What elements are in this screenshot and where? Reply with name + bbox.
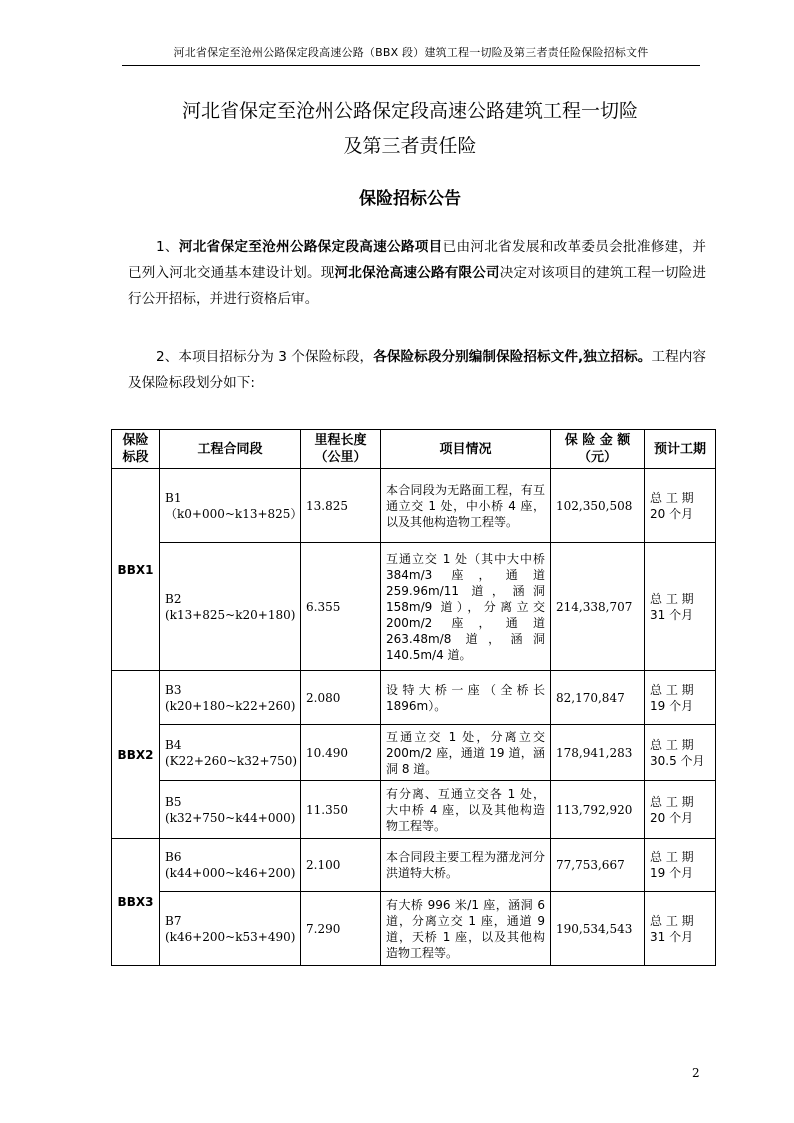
amount-cell: 190,534,543 [551, 892, 645, 966]
duration-cell: 总 工 期 19 个月 [645, 671, 716, 725]
contract-cell [160, 892, 301, 966]
page-number: 2 [692, 1066, 700, 1080]
description-cell: 有分离、互通立交各 1 处，大中桥 4 座，以及其他构造物工程等。 [381, 781, 551, 839]
header-length: 里程长度（公里） [301, 430, 381, 469]
duration-cell: 总 工 期 30.5 个月 [645, 725, 716, 781]
p2-text1: 2、本项目招标分为 3 个保险标段， [156, 349, 374, 365]
amount-cell: 102,350,508 [551, 469, 645, 543]
contract-cell [160, 543, 301, 671]
table-row [112, 781, 716, 839]
contract-range: (k13+825~k20+180) [165, 607, 296, 622]
contract-range: (k20+180~k22+260) [165, 698, 296, 713]
amount-cell: 113,792,920 [551, 781, 645, 839]
table-header-row [112, 430, 716, 469]
duration-cell: 总 工 期 31 个月 [645, 543, 716, 671]
duration-cell: 总 工 期 20 个月 [645, 781, 716, 839]
p2-text2: 工程内容及保险标段划分如下: [128, 349, 706, 391]
contract-id: B1 [165, 490, 182, 505]
length-cell: 13.825 [301, 469, 381, 543]
contract-range: (K22+260~k32+750) [165, 753, 298, 768]
p1-company-name: 河北保沧高速公路有限公司 [334, 265, 500, 281]
description-cell: 互通立交 1 处，分离立交 200m/2 座，通道 19 道，涵洞 8 道。 [381, 725, 551, 781]
contract-id: B3 [165, 682, 182, 697]
length-cell: 2.080 [301, 671, 381, 725]
section-cell: BBX3 [112, 839, 160, 966]
paragraph-1 [128, 234, 706, 312]
duration-cell: 总 工 期 31 个月 [645, 892, 716, 966]
contract-id: B5 [165, 794, 182, 809]
table-row [112, 892, 716, 966]
p1-project-name: 河北省保定至沧州公路保定段高速公路项目 [178, 239, 443, 255]
header-contract: 工程合同段 [160, 430, 301, 469]
table-row [112, 839, 716, 892]
section-cell: BBX2 [112, 671, 160, 839]
contract-cell [160, 671, 301, 725]
amount-cell: 77,753,667 [551, 839, 645, 892]
header-rule [122, 65, 700, 66]
contract-range: (k32+750~k44+000) [165, 810, 296, 825]
contract-cell [160, 781, 301, 839]
contract-cell [160, 725, 301, 781]
document-subtitle: 保险招标公告 [359, 189, 461, 209]
description-cell: 互通立交 1 处（其中大中桥 384m/3 座，通道 259.96m/11 道，涵洞 158m/9 道），分离立交 200m/2 座，通道 263.48m/8 道，涵洞 140.5m/4 道。 [381, 543, 551, 671]
amount-cell: 214,338,707 [551, 543, 645, 671]
table-row [112, 543, 716, 671]
length-cell: 2.100 [301, 839, 381, 892]
p1-prefix: 1、 [156, 239, 179, 255]
duration-cell: 总 工 期 20 个月 [645, 469, 716, 543]
description-cell: 本合同段为无路面工程，有互通立交 1 处，中小桥 4 座，以及其他构造物工程等。 [381, 469, 551, 543]
paragraph-2 [128, 344, 706, 396]
amount-cell: 178,941,283 [551, 725, 645, 781]
contract-id: B4 [165, 737, 182, 752]
description-cell: 设特大桥一座（全桥长 1896m）。 [381, 671, 551, 725]
table-row [112, 725, 716, 781]
description-cell: 有大桥 996 米/1 座，涵洞 6 道，分离立交 1 座，通道 9 道，天桥 1 座，以及其他构造物工程等。 [381, 892, 551, 966]
length-cell: 11.350 [301, 781, 381, 839]
contract-cell [160, 839, 301, 892]
section-cell: BBX1 [112, 469, 160, 671]
duration-cell: 总 工 期 19 个月 [645, 839, 716, 892]
contract-range: (k46+200~k53+490) [165, 929, 296, 944]
header-description: 项目情况 [381, 430, 551, 469]
length-cell: 10.490 [301, 725, 381, 781]
running-header: 河北省保定至沧州公路保定段高速公路（BBX 段）建筑工程一切险及第三者责任险保险招标文件 [173, 46, 649, 59]
bid-section-table [111, 429, 716, 966]
amount-cell: 82,170,847 [551, 671, 645, 725]
p1-text2: 决定对该项目的建筑工程一切险进行公开招标，并进行资格后审。 [128, 265, 707, 307]
contract-range: （k0+000~k13+825） [165, 506, 303, 521]
header-duration: 预计工期 [645, 430, 716, 469]
p1-text1: 已由河北省发展和改革委员会批准修建，并已列入河北交通基本建设计划。现 [128, 239, 707, 281]
header-section: 保险标段 [112, 430, 160, 469]
p2-bold: 各保险标段分别编制保险招标文件,独立招标。 [373, 349, 652, 365]
contract-id: B2 [165, 591, 182, 606]
description-cell: 本合同段主要工程为潴龙河分洪道特大桥。 [381, 839, 551, 892]
table-row [112, 469, 716, 543]
header-amount: 保 险 金 额（元） [551, 430, 645, 469]
length-cell: 7.290 [301, 892, 381, 966]
contract-range: (k44+000~k46+200) [165, 866, 296, 880]
length-cell: 6.355 [301, 543, 381, 671]
contract-id: B7 [165, 913, 182, 928]
document-title-line1: 河北省保定至沧州公路保定段高速公路建筑工程一切险 [181, 100, 638, 122]
contract-cell [160, 469, 301, 543]
table-row [112, 671, 716, 725]
contract-id: B6 [165, 850, 182, 864]
document-title-line2: 及第三者责任险 [343, 135, 477, 157]
